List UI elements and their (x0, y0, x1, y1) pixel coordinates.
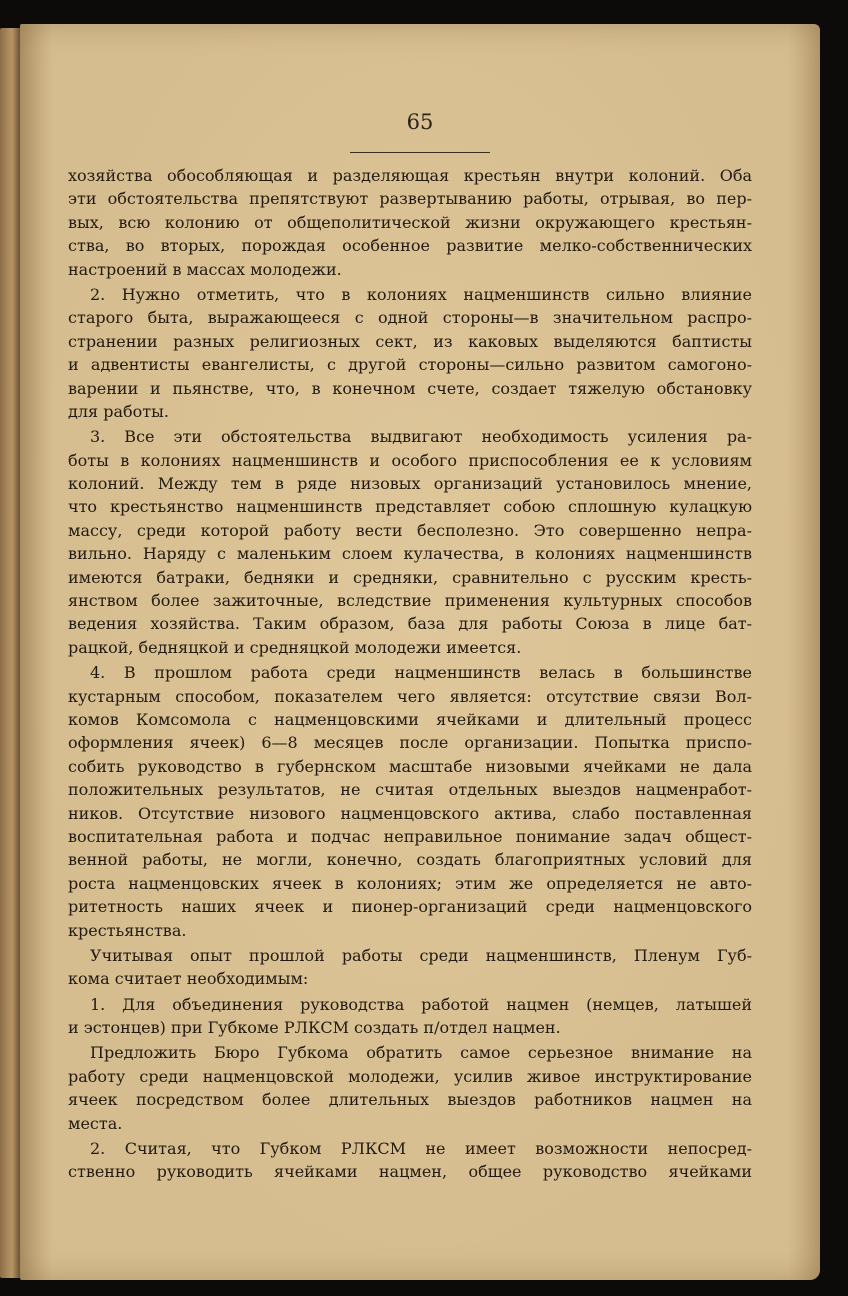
text-line: ственно руководить ячейками нацмен, общее руководство ячейками (68, 1162, 752, 1182)
text-line: массу, среди которой работу вести бесполезно. Это совершенно непра- (68, 520, 752, 540)
page-number: 65 (406, 110, 434, 134)
text-line: старого быта, выражающееся с одной стороны—в значительном распро- (68, 308, 752, 328)
previous-page-edge (0, 28, 20, 1278)
text-line: колоний. Между тем в ряде низовых организаций установилось мнение, (68, 474, 752, 494)
text-line: работу среди нацменцовской молодежи, усилив живое инструктирование (68, 1066, 752, 1086)
text-line: и эстонцев) при Губкоме РЛКСМ создать п/отдел нацмен. (68, 1018, 561, 1038)
text-line: странении разных религиозных сект, из каковых выделяются баптисты (68, 331, 752, 351)
text-line: имеются батраки, бедняки и средняки, сравнительно с русским кресть- (68, 567, 752, 587)
text-line: и адвентисты евангелисты, с другой стороны—сильно развитом самогоно- (68, 355, 752, 375)
text-line: места. (68, 1113, 123, 1133)
text-line: янством более зажиточные, вследствие применения культурных способов (68, 591, 752, 611)
text-line: положительных результатов, не считая отдельных выездов нацменработ- (68, 780, 752, 800)
text-line: оформления ячеек) 6—8 месяцев после организации. Попытка приспо- (68, 733, 752, 753)
text-line: ячеек посредством более длительных выездов работников нацмен на (68, 1090, 752, 1110)
text-line: боты в колониях нацменшинств и особого приспособления ее к условиям (68, 450, 752, 470)
header-rule (350, 152, 490, 153)
text-line: Учитывая опыт прошлой работы среди нацменшинств, Пленум Губ- (90, 945, 752, 965)
text-line: варении и пьянстве, что, в конечном счете, создает тяжелую обстановку (68, 378, 752, 398)
text-line: хозяйства обособляющая и разделяющая крестьян внутри колоний. Оба (68, 166, 752, 185)
text-line: ведения хозяйства. Таким образом, база для работы Союза в лице бат- (68, 614, 752, 634)
text-line: ритетность наших ячеек и пионер-организаций среди нацменцовского (68, 897, 752, 917)
text-line: что крестьянство нацменшинств представляет собою сплошную кулацкую (68, 497, 752, 517)
text-line: эти обстоятельства препятствуют развертыванию работы, отрывая, во пер- (68, 189, 752, 209)
text-line: настроений в массах молодежи. (68, 259, 342, 279)
text-line: 2. Нужно отметить, что в колониях нацменшинств сильно влияние (90, 284, 752, 304)
text-line: 3. Все эти обстоятельства выдвигают необходимость усиления ра- (90, 427, 752, 447)
text-line: ников. Отсутствие низового нацменцовского актива, слабо поставленная (68, 803, 752, 823)
text-line: воспитательная работа и подчас неправильное понимание задач общест- (68, 826, 752, 846)
text-line: комов Комсомола с нацменцовскими ячейками и длительный процесс (68, 709, 752, 729)
book-page (20, 24, 820, 1280)
text-line: ства, во вторых, порождая особенное развитие мелко-собственнических (68, 236, 752, 256)
text-line: 2. Считая, что Губком РЛКСМ не имеет возможности непосред- (90, 1139, 752, 1159)
text-line: венной работы, не могли, конечно, создать благоприятных условий для (68, 850, 752, 870)
text-line: 4. В прошлом работа среди нацменшинств велась в большинстве (90, 663, 752, 683)
text-line: Предложить Бюро Губкома обратить самое серьезное внимание на (90, 1043, 752, 1063)
text-line: вильно. Наряду с маленьким слоем кулачества, в колониях нацменшинств (68, 544, 752, 564)
text-line: крестьянства. (68, 920, 187, 940)
text-line: для работы. (68, 401, 169, 421)
text-line: собить руководство в губернском масштабе низовыми ячейками не дала (68, 756, 752, 776)
text-line: кустарным способом, показателем чего является: отсутствие связи Вол- (68, 686, 752, 706)
text-line: вых, всю колонию от общеполитической жизни окружающего крестьян- (68, 212, 752, 232)
text-line: рацкой, бедняцкой и средняцкой молодежи имеется. (68, 637, 522, 657)
text-line: роста нацменцовских ячеек в колониях; этим же определяется не авто- (68, 873, 752, 893)
text-line: 1. Для объединения руководства работой нацмен (немцев, латышей (90, 994, 752, 1014)
body-text (68, 164, 752, 1184)
text-line: кома считает необходимым: (68, 969, 309, 989)
